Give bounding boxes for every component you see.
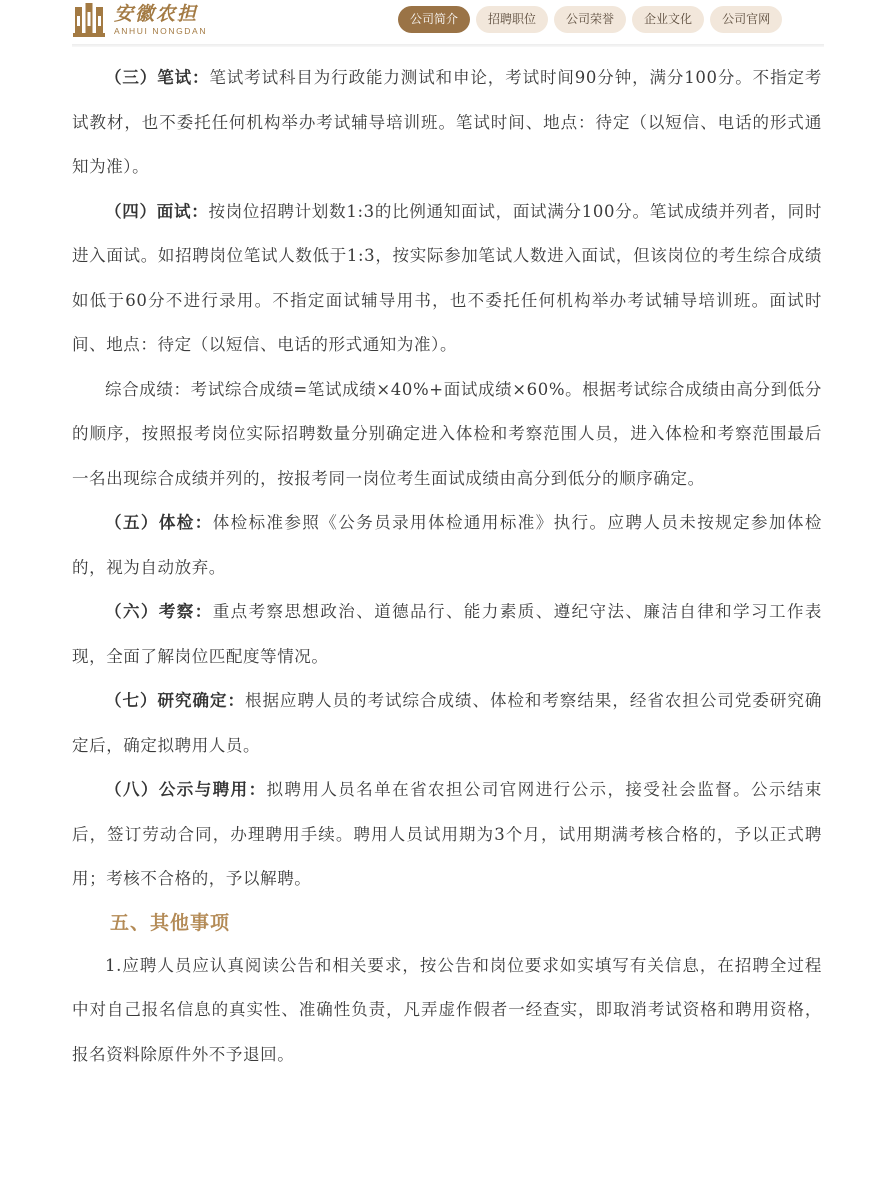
written-exam-text: 笔试考试科目为行政能力测试和申论，考试时间90分钟，满分100分。不指定考试教材，也不委托任何机构举办考试辅导培训班。笔试时间、地点：待定（以短信、电话的形式通知为准）。 <box>72 68 822 176</box>
interview-title: （四）面试： <box>105 201 209 221</box>
inspection-title: （六）考察： <box>105 602 213 621</box>
decision-text: 根据应聘人员的考试综合成绩、体检和考察结果，经省农担公司党委研究确定后，确定拟聘用人员。 <box>72 691 822 755</box>
interview-paragraph <box>72 190 822 368</box>
logo-text <box>114 3 207 36</box>
logo-building-icon <box>72 2 106 38</box>
nav-company-intro[interactable]: 公司简介 <box>398 6 470 33</box>
section-other-matters: 五、其他事项 <box>110 911 231 934</box>
publicity-title: （八）公示与聘用： <box>105 780 267 799</box>
other-matters-item-1 <box>72 944 822 1078</box>
nav-company-honors[interactable]: 公司荣誉 <box>554 6 626 33</box>
composite-score-text: 综合成绩：考试综合成绩=笔试成绩×40%+面试成绩×60%。根据考试综合成绩由高分到低分的顺序，按照报考岗位实际招聘数量分别确定进入体检和考察范围人员，进入体检和考察范围最后一名出现综合成绩并列的，按报考同一岗位考生面试成绩由高分到低分的顺序确定。 <box>72 379 822 488</box>
article-content <box>72 56 822 1077</box>
medical-exam-title: （五）体检： <box>105 513 213 532</box>
decision-title: （七）研究确定： <box>105 691 245 710</box>
written-exam-paragraph <box>72 56 822 190</box>
logo[interactable] <box>72 2 207 38</box>
publicity-text: 拟聘用人员名单在省农担公司官网进行公示，接受社会监督。公示结束后，签订劳动合同，办理聘用手续。聘用人员试用期为3个月，试用期满考核合格的，予以正式聘用；考核不合格的，予以解聘。 <box>72 780 822 888</box>
interview-text: 按岗位招聘计划数1:3的比例通知面试，面试满分100分。笔试成绩并列者，同时进入面试。如招聘岗位笔试人数低于1:3，按实际参加笔试人数进入面试，但该岗位的考生综合成绩如低于60分不进行录用。不指定面试辅导用书，也不委托任何机构举办考试辅导培训班。面试时间、地点：待定（以短信、电话的形式通知为准）。 <box>72 201 822 354</box>
nav-corporate-culture[interactable]: 企业文化 <box>632 6 704 33</box>
decision-paragraph <box>72 679 822 768</box>
nav-official-site[interactable]: 公司官网 <box>710 6 782 33</box>
other-matters-item-1-text: 1.应聘人员应认真阅读公告和相关要求，按公告和岗位要求如实填写有关信息，在招聘全过程中对自己报名信息的真实性、准确性负责，凡弄虚作假者一经查实，即取消考试资格和聘用资格，报名资料除原件外不予退回。 <box>72 955 822 1064</box>
nav-job-positions[interactable]: 招聘职位 <box>476 6 548 33</box>
medical-exam-paragraph <box>72 501 822 590</box>
medical-exam-text: 体检标准参照《公务员录用体检通用标准》执行。应聘人员未按规定参加体检的，视为自动放弃。 <box>72 513 822 577</box>
inspection-text: 重点考察思想政治、道德品行、能力素质、遵纪守法、廉洁自律和学习工作表现，全面了解岗位匹配度等情况。 <box>72 602 822 666</box>
logo-cn: 安徽农担 <box>114 3 199 25</box>
site-header <box>0 0 895 46</box>
header-divider <box>72 44 824 47</box>
inspection-paragraph <box>72 590 822 679</box>
logo-en: ANHUI NONGDAN <box>114 26 208 36</box>
composite-score-paragraph <box>72 368 822 502</box>
top-nav <box>398 6 788 33</box>
publicity-paragraph <box>72 768 822 902</box>
written-exam-title: （三）笔试： <box>105 68 210 87</box>
